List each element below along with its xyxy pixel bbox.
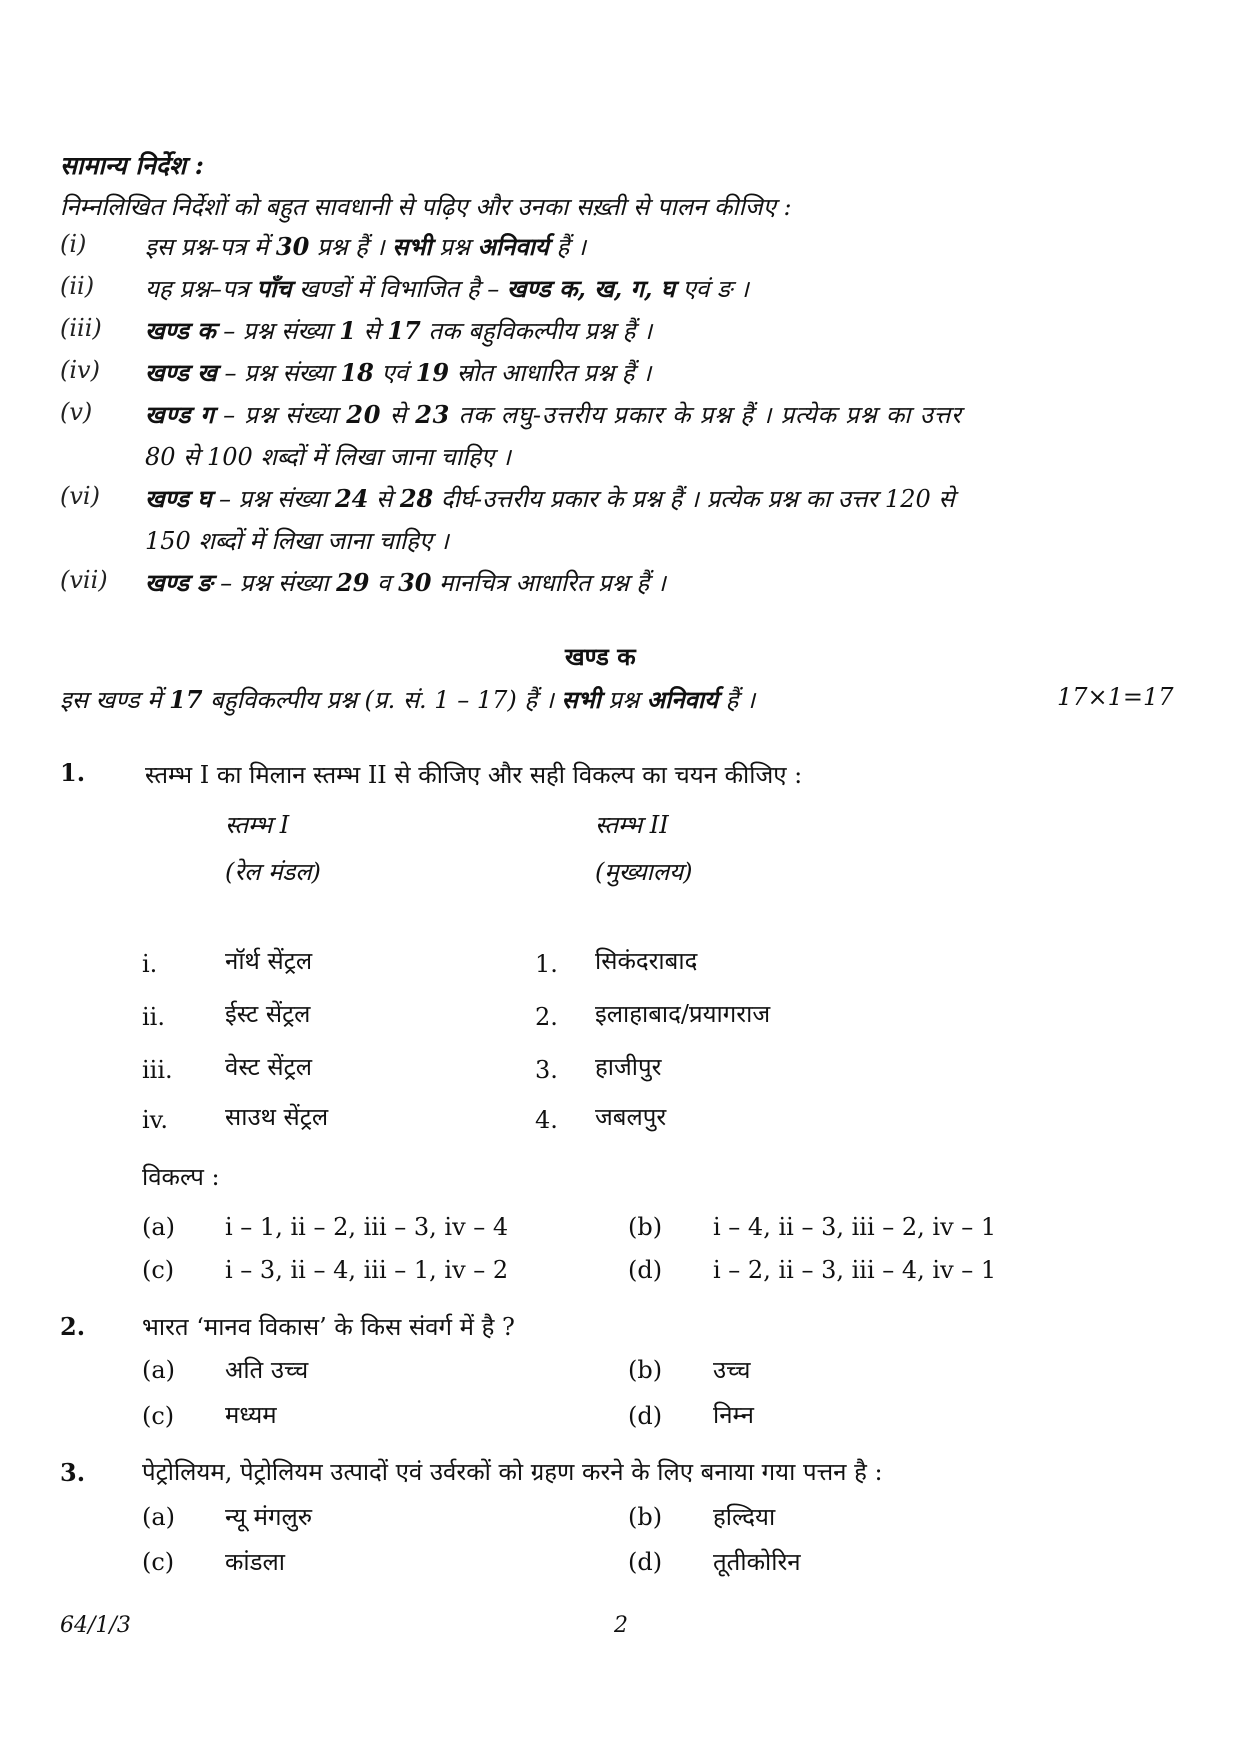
- match-row-3-label: iii.: [142, 1056, 173, 1084]
- q2-option-b: उच्च: [713, 1356, 751, 1384]
- text-run: व: [369, 569, 399, 597]
- match-row-4-left: साउथ सेंट्रल: [225, 1103, 329, 1131]
- paper-code: 64/1/3: [60, 1613, 131, 1638]
- question-3-number: 3.: [60, 1458, 86, 1487]
- bold-text: 24: [334, 484, 369, 513]
- text-run: स्रोत आधारित प्रश्न हैं ।: [449, 359, 652, 387]
- match-row-4-num: 4.: [535, 1106, 558, 1134]
- instruction-4: [145, 356, 651, 389]
- column-1-subtitle: (रेल मंडल): [225, 858, 321, 886]
- text-run: हैं ।: [548, 233, 586, 261]
- q2-option-d-key: (d): [628, 1402, 663, 1430]
- bold-text: 18: [340, 358, 374, 387]
- q1-option-c-key: (c): [142, 1256, 175, 1284]
- general-instructions-title: सामान्य निर्देश :: [60, 151, 204, 180]
- match-row-3-left: वेस्ट सेंट्रल: [225, 1053, 312, 1081]
- instruction-7: [145, 566, 666, 599]
- instruction-1: [145, 230, 586, 263]
- instruction-6-cont: 150 शब्दों में लिखा जाना चाहिए ।: [145, 527, 449, 555]
- column-2-title: स्तम्भ II: [595, 811, 669, 839]
- bold-text: अनिवार्य: [646, 685, 719, 714]
- match-row-4-right: जबलपुर: [595, 1103, 667, 1131]
- q3-option-c: कांडला: [225, 1548, 285, 1576]
- question-2-number: 2.: [60, 1312, 86, 1341]
- q2-option-d: निम्न: [713, 1401, 754, 1429]
- text-run: यह प्रश्न–पत्र: [145, 275, 257, 303]
- q1-option-d-key: (d): [628, 1256, 663, 1284]
- q1-option-a: i – 1, ii – 2, iii – 3, iv – 4: [225, 1213, 509, 1241]
- q3-option-b-key: (b): [628, 1503, 663, 1531]
- text-run: से: [381, 401, 416, 429]
- bold-text: खण्ड क, ख, ग, घ: [506, 274, 675, 303]
- text-run: दीर्घ-उत्तरीय प्रकार के प्रश्न हैं । प्रत्येक प्रश्न का उत्तर 120 से: [433, 485, 955, 513]
- bold-text: खण्ड ख: [145, 358, 217, 387]
- match-row-1-label: i.: [142, 950, 158, 978]
- q1-option-d: i – 2, ii – 3, iii – 4, iv – 1: [713, 1256, 997, 1284]
- instruction-num-2: (ii): [60, 272, 95, 300]
- bold-text: 29: [336, 568, 370, 597]
- bold-text: 1: [339, 316, 356, 345]
- q1-option-c: i – 3, ii – 4, iii – 1, iv – 2: [225, 1256, 509, 1284]
- instruction-num-6: (vi): [60, 482, 100, 510]
- text-run: प्रश्न: [600, 686, 647, 714]
- match-row-3-num: 3.: [535, 1056, 558, 1084]
- instruction-6: [145, 482, 955, 515]
- match-row-3-right: हाजीपुर: [595, 1053, 662, 1081]
- bold-text: 30: [275, 232, 310, 261]
- q3-option-a-key: (a): [142, 1503, 176, 1531]
- section-instruction: [60, 683, 755, 716]
- section-marks: 17×1=17: [1057, 683, 1174, 711]
- instruction-3: [145, 314, 652, 347]
- q3-option-c-key: (c): [142, 1548, 175, 1576]
- text-run: से: [355, 317, 388, 345]
- bold-text: 23: [415, 400, 451, 429]
- question-1-text: स्तम्भ I का मिलान स्तम्भ II से कीजिए और सही विकल्प का चयन कीजिए :: [145, 761, 803, 789]
- bold-text: खण्ड क: [145, 316, 216, 345]
- match-row-4-label: iv.: [142, 1106, 169, 1134]
- bold-text: 19: [415, 358, 450, 387]
- text-run: बहुविकल्पीय प्रश्न (प्र. सं. 1 – 17) हैं ।: [202, 686, 562, 714]
- match-row-2-num: 2.: [535, 1003, 558, 1031]
- match-row-1-right: सिकंदराबाद: [595, 947, 698, 975]
- text-run: इस प्रश्न-पत्र में: [145, 233, 276, 261]
- q3-option-a: न्यू मंगलुरु: [225, 1503, 313, 1531]
- bold-text: 17: [169, 685, 203, 714]
- text-run: – प्रश्न संख्या: [214, 401, 347, 429]
- q2-option-a: अति उच्च: [225, 1356, 309, 1384]
- section-title: खण्ड क: [565, 642, 636, 671]
- instruction-5: [145, 398, 1170, 431]
- match-row-1-num: 1.: [535, 950, 558, 978]
- text-run: – प्रश्न संख्या: [216, 359, 341, 387]
- text-run: हैं ।: [718, 686, 756, 714]
- q1-option-b-key: (b): [628, 1213, 663, 1241]
- text-run: इस खण्ड में: [60, 686, 170, 714]
- text-run: एवं ङ ।: [674, 275, 749, 303]
- bold-text: 30: [398, 568, 432, 597]
- instruction-num-1: (i): [60, 230, 87, 258]
- column-2-subtitle: (मुख्यालय): [595, 858, 693, 886]
- match-row-1-left: नॉर्थ सेंट्रल: [225, 947, 313, 975]
- text-run: तक बहुविकल्पीय प्रश्न हैं ।: [420, 317, 653, 345]
- instruction-num-7: (vii): [60, 566, 108, 594]
- general-instructions-intro: निम्नलिखित निर्देशों को बहुत सावधानी से पढ़िए और उनका सख़्ती से पालन कीजिए :: [60, 193, 792, 221]
- q2-option-c: मध्यम: [225, 1401, 277, 1429]
- question-2-text: भारत ‘मानव विकास’ के किस संवर्ग में है ?: [142, 1313, 515, 1341]
- instruction-num-3: (iii): [60, 314, 102, 342]
- q1-option-b: i – 4, ii – 3, iii – 2, iv – 1: [713, 1213, 997, 1241]
- match-row-2-left: ईस्ट सेंट्रल: [225, 1000, 311, 1028]
- q3-option-d: तूतीकोरिन: [713, 1548, 801, 1576]
- question-3-text: पेट्रोलियम, पेट्रोलियम उत्पादों एवं उर्वरकों को ग्रहण करने के लिए बनाया गया पत्तन है :: [142, 1458, 883, 1486]
- text-run: तक लघु-उत्तरीय प्रकार के प्रश्न हैं । प्रत्येक प्रश्न का उत्तर: [450, 401, 962, 429]
- q1-option-a-key: (a): [142, 1213, 176, 1241]
- text-run: प्रश्न: [431, 233, 478, 261]
- options-label: विकल्प :: [142, 1163, 220, 1191]
- match-row-2-label: ii.: [142, 1003, 165, 1031]
- q3-option-d-key: (d): [628, 1548, 663, 1576]
- match-row-2-right: इलाहाबाद/प्रयागराज: [595, 1000, 771, 1028]
- text-run: से: [368, 485, 400, 513]
- instruction-2: [145, 272, 749, 305]
- text-run: एवं: [373, 359, 416, 387]
- text-run: – प्रश्न संख्या: [211, 485, 335, 513]
- bold-text: खण्ड ङ: [145, 568, 213, 597]
- bold-text: पाँच: [256, 274, 292, 303]
- page-number: 2: [614, 1613, 628, 1638]
- text-run: मानचित्र आधारित प्रश्न हैं ।: [431, 569, 666, 597]
- text-run: – प्रश्न संख्या: [215, 317, 340, 345]
- text-run: प्रश्न हैं ।: [309, 233, 393, 261]
- q2-option-a-key: (a): [142, 1356, 176, 1384]
- q2-option-c-key: (c): [142, 1402, 175, 1430]
- instruction-num-5: (v): [60, 398, 93, 426]
- bold-text: खण्ड घ: [145, 484, 212, 513]
- text-run: – प्रश्न संख्या: [212, 569, 337, 597]
- q2-option-b-key: (b): [628, 1356, 663, 1384]
- bold-text: खण्ड ग: [145, 400, 215, 429]
- instruction-5-cont: 80 से 100 शब्दों में लिखा जाना चाहिए ।: [145, 443, 511, 471]
- instruction-num-4: (iv): [60, 356, 100, 384]
- question-1-number: 1.: [60, 758, 86, 787]
- bold-text: 17: [387, 316, 421, 345]
- bold-text: अनिवार्य: [477, 232, 549, 261]
- bold-text: सभी: [561, 685, 601, 714]
- bold-text: 20: [346, 400, 382, 429]
- q3-option-b: हल्दिया: [713, 1503, 776, 1531]
- bold-text: 28: [399, 484, 434, 513]
- bold-text: सभी: [392, 232, 432, 261]
- text-run: खण्डों में विभाजित है –: [291, 275, 507, 303]
- column-1-title: स्तम्भ I: [225, 811, 290, 839]
